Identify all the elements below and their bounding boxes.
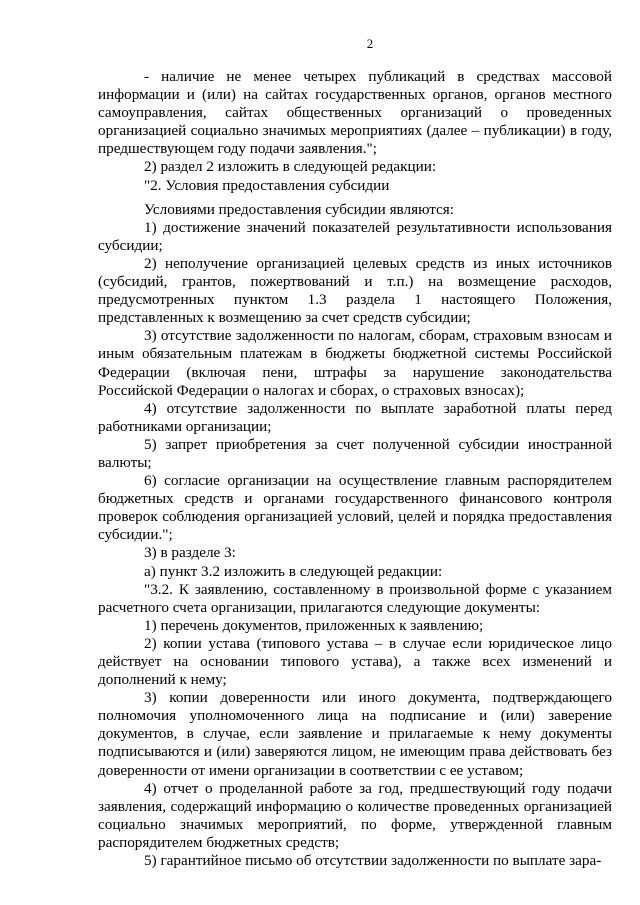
paragraph-document-4: 4) отчет о проделанной работе за год, предшествующий году подачи заявления, содержащий информацию о количестве проведенных организацией социально значимых мероприятий, по форме, утвержденной главным распорядителем бюджетных средств;	[98, 779, 612, 851]
paragraph-document-1: 1) перечень документов, приложенных к заявлению;	[144, 616, 484, 634]
paragraph-item-3-2-amend: а) пункт 3.2 изложить в следующей редакции:	[144, 562, 443, 580]
paragraph-condition-4: 4) отсутствие задолженности по выплате заработной платы перед работниками организации;	[98, 399, 612, 435]
paragraph-conditions-intro: Условиями предоставления субсидии являются:	[144, 200, 454, 218]
paragraph-amend-section-2: 2) раздел 2 изложить в следующей редакции:	[144, 158, 437, 176]
paragraph-condition-3: 3) отсутствие задолженности по налогам, сборам, страховым взносам и иным обязательным платежам в бюджеты бюджетной системы Российской Федерации (включая пени, штрафы за нарушение законодательства Российской Федерации о налогах и сборах, о страховых взносах);	[98, 327, 612, 399]
paragraph-item-3-2-text: "3.2. К заявлению, составленному в произвольной форме с указанием расчетного счета организации, прилагаются следующие документы:	[98, 580, 612, 616]
paragraph-document-5: 5) гарантийное письмо об отсутствии задолженности по выплате зара-	[144, 852, 602, 870]
paragraph-publications-requirement: - наличие не менее четырех публикаций в средствах массовой информации и (или) на сайтах государственных органов, органов местного самоуправления, сайтах общественных организаций о проведенных организацией социально значимых мероприятиях (далее – публикации) в году, предшествующем году подачи заявления.";	[98, 68, 612, 158]
page-number: 2	[366, 36, 374, 51]
paragraph-condition-1: 1) достижение значений показателей результативности использования субсидии;	[98, 218, 612, 254]
paragraph-document-2: 2) копии устава (типового устава – в случае если юридическое лицо действует на основании типового устава), а также всех изменений и дополнений к нему;	[98, 634, 612, 689]
paragraph-amend-section-3: 3) в разделе 3:	[144, 544, 236, 562]
paragraph-condition-2: 2) неполучение организацией целевых средств из иных источников (субсидий, грантов, пожертвований и т.п.) на возмещение расходов, предусмотренных пунктом 1.3 раздела 1 настоящего Положения, представленных к возмещению за счет средств субсидии;	[98, 254, 612, 327]
paragraph-condition-6: 6) согласие организации на осуществление главным распорядителем бюджетных средств и органами государственного финансового контроля проверок соблюдения организацией условий, целей и порядка предоставления субсидии.";	[98, 472, 612, 544]
paragraph-condition-5: 5) запрет приобретения за счет полученной субсидии иностранной валюты;	[98, 435, 612, 471]
paragraph-document-3: 3) копии доверенности или иного документа, подтверждающего полномочия уполномоченного лица на подписание и (или) заверение документов, в случае, если заявление и прилагаемые к нему документы подписываются и (или) заверяются лицом, не имеющим права действовать без доверенности от имени организации в соответствии с ее уставом;	[98, 689, 612, 779]
section-2-heading: "2. Условия предоставления субсидии	[144, 176, 390, 194]
